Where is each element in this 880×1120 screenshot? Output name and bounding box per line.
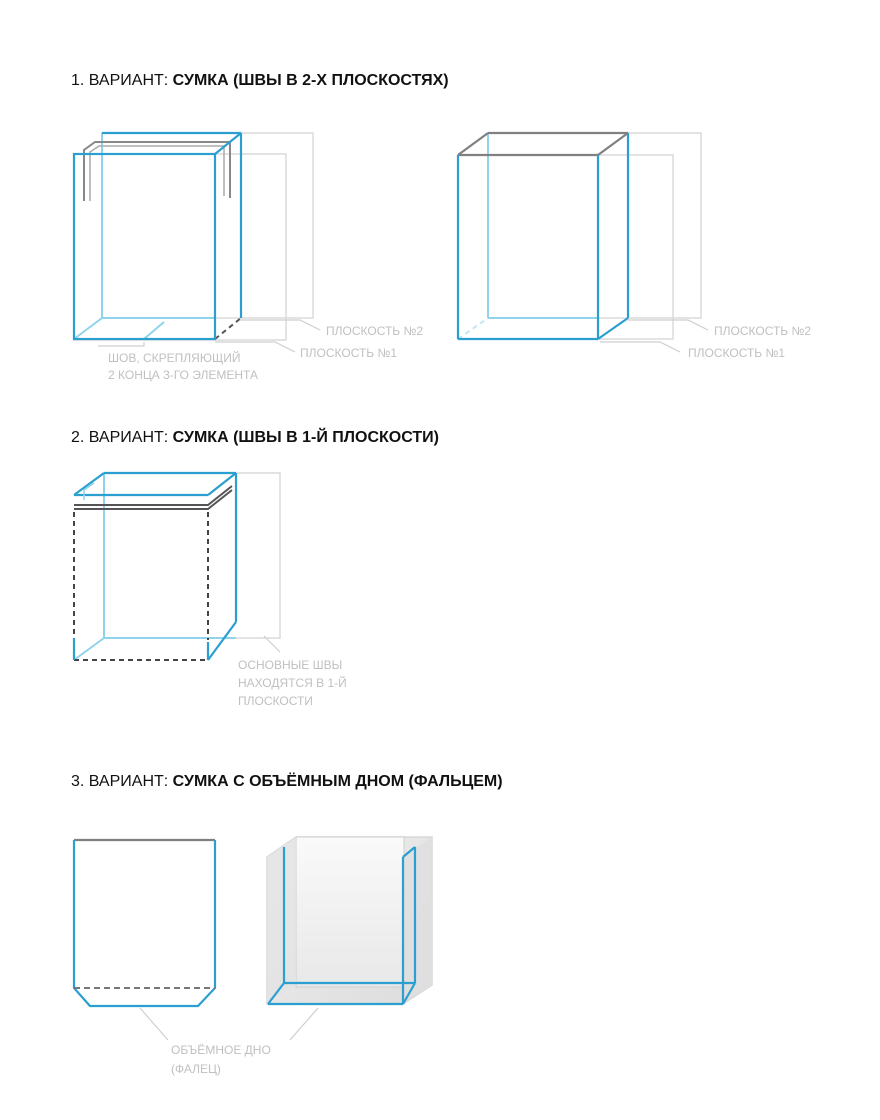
label-plane-2-right: ПЛОСКОСТЬ №2 bbox=[714, 324, 812, 338]
label-main-seams-2: НАХОДЯТСЯ В 1-Й bbox=[238, 676, 347, 690]
dashed-edges bbox=[215, 318, 241, 339]
top-edges-gray bbox=[458, 133, 628, 155]
label-seam-line-1: ШОВ, СКРЕПЛЯЮЩИЙ bbox=[108, 351, 241, 365]
plane-1-outline bbox=[74, 154, 286, 340]
leader-3b bbox=[290, 1008, 318, 1040]
label-plane-1-right: ПЛОСКОСТЬ №1 bbox=[688, 346, 786, 360]
label-bottom-2: (ФАЛЕЦ) bbox=[171, 1062, 221, 1076]
back-edges bbox=[74, 133, 215, 339]
label-plane-2-left: ПЛОСКОСТЬ №2 bbox=[326, 324, 424, 338]
plane-2-outline-right bbox=[488, 133, 701, 318]
section-3-prefix: 3. ВАРИАНТ: bbox=[71, 773, 173, 790]
label-main-seams-3: ПЛОСКОСТИ bbox=[238, 694, 313, 708]
bag-1-left bbox=[74, 133, 320, 352]
front-panel bbox=[74, 133, 241, 339]
label-plane-1-left: ПЛОСКОСТЬ №1 bbox=[300, 346, 398, 360]
section-1-prefix: 1. ВАРИАНТ: bbox=[71, 72, 173, 89]
plane-1-outline-right bbox=[458, 155, 673, 339]
plane-outline-2 bbox=[104, 473, 280, 638]
label-seam-line-2: 2 КОНЦА 3-ГО ЭЛЕМЕНТА bbox=[108, 368, 258, 382]
bag-2 bbox=[74, 473, 280, 660]
bag-3-flat bbox=[74, 840, 215, 1040]
top-strip bbox=[84, 142, 230, 201]
bag-1-right bbox=[458, 133, 708, 352]
plane-2-outline bbox=[102, 133, 313, 318]
section-2-prefix: 2. ВАРИАНТ: bbox=[71, 429, 173, 446]
label-bottom-1: ОБЪЁМНОЕ ДНО bbox=[171, 1043, 271, 1057]
section-2-title: СУМКА (ШВЫ В 1-Й ПЛОСКОСТИ) bbox=[172, 429, 439, 446]
label-main-seams-1: ОСНОВНЫЕ ШВЫ bbox=[238, 658, 343, 672]
front-panel-right bbox=[458, 133, 628, 339]
seam-strip bbox=[74, 486, 232, 509]
section-1-title: СУМКА (ШВЫ В 2-Х ПЛОСКОСТЯХ) bbox=[172, 72, 449, 89]
section-3-title: СУМКА С ОБЪЁМНЫМ ДНОМ (ФАЛЬЦЕМ) bbox=[172, 773, 503, 790]
flat-outline bbox=[74, 840, 215, 1006]
seam-marker bbox=[144, 322, 164, 339]
bag-3-volume bbox=[267, 837, 432, 1040]
leader-3a bbox=[140, 1008, 168, 1040]
